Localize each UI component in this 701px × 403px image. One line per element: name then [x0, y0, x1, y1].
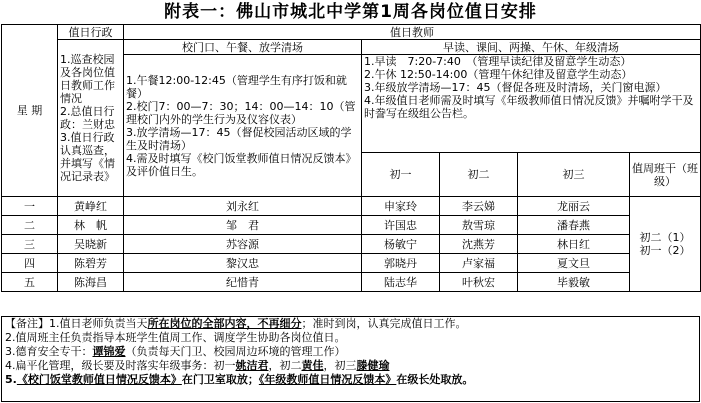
admin-name: 吴晓新 — [58, 235, 124, 254]
table-row — [2, 273, 701, 292]
note-4-text: 4.扁平化管理，级长要及时落实年级事务：初一 — [5, 359, 236, 372]
gate-teacher: 纪惜青 — [124, 273, 362, 292]
note-3-text: 3.德育安全专干： — [5, 345, 93, 358]
grade1-teacher: 许国忠 — [362, 216, 440, 235]
admin-header: 值日行政 — [58, 25, 124, 40]
duty-table — [1, 24, 701, 292]
note-1-tail: ；准时到岗，认真完成值日工作。 — [301, 317, 467, 330]
day-label: 四 — [2, 254, 58, 273]
grade1-teacher: 杨敏宁 — [362, 235, 440, 254]
gate-duty-2: 2.校门7：00—7：30；14：00—14：10（管理校门内外的学生行为及仪容仪表） — [126, 99, 356, 126]
early-duty-4: 4.年级值日老师需及时填写《年级教师值日情况反馈》并嘱咐学干及时誊写在级组公告栏。 — [364, 94, 694, 120]
table-row — [2, 216, 701, 235]
admin-duties-cell — [58, 40, 124, 197]
grade2-teacher: 敖雪琼 — [440, 216, 518, 235]
early-section-header: 早读、课间、两操、午休、年级清场 — [362, 40, 701, 55]
grade3-teacher: 夏文旦 — [518, 254, 630, 273]
gate-duty-1: 1.午餐12:00-12:45（管理学生有序打饭和就餐） — [126, 73, 347, 100]
grade1-teacher: 陆志华 — [362, 273, 440, 292]
gate-log-book: 《校门饭堂教师值日情况反馈本》 — [16, 373, 182, 386]
gate-duty-4: 4.需及时填写《校门饭堂教师值日情况反馈本》及评价值日生。 — [126, 151, 357, 178]
grade1-leader: 姚洁君 — [235, 359, 269, 372]
note-5-place1: 在门卫室取放； — [181, 373, 259, 386]
early-duty-2: 2.午休 12:50-14:00（管理午休纪律及留意学生动态） — [364, 68, 633, 81]
admin-name: 林 帆 — [58, 216, 124, 235]
grade3-header: 初三 — [518, 153, 630, 197]
note-1-text: 【备注】1.值日老师负责当天 — [5, 317, 148, 330]
grade-log-book: 《年级教师值日情况反馈本》 — [258, 373, 397, 386]
grade2-teacher: 卢家福 — [440, 254, 518, 273]
safety-officer-name: 谭锦爱 — [92, 345, 126, 358]
note-3-tail: （负责每天门卫、校园周边环境的管理工作） — [125, 345, 346, 358]
table-row — [2, 197, 701, 216]
note-3 — [2, 345, 699, 359]
weekly-class-2: 初一（2） — [639, 244, 691, 257]
note-4 — [2, 359, 699, 373]
gate-teacher: 邹 君 — [124, 216, 362, 235]
teachers-header: 值日教师 — [124, 25, 701, 40]
grade3-teacher: 潘春燕 — [518, 216, 630, 235]
gate-teacher: 刘永红 — [124, 197, 362, 216]
gate-teacher: 黎汉忠 — [124, 254, 362, 273]
admin-duty-2: 2.总值日行政：兰财忠 — [60, 105, 115, 131]
early-duties-cell — [362, 55, 701, 153]
grade3-leader: 滕健瑜 — [356, 359, 390, 372]
day-label: 一 — [2, 197, 58, 216]
note-1 — [2, 317, 699, 331]
admin-duty-1: 1.巡查校园及各岗位值日教师工作情况 — [60, 53, 115, 105]
note-4-sep2: ，初三 — [323, 359, 357, 372]
table-row — [2, 235, 701, 254]
note-5-place2: 在级长处取放。 — [396, 373, 474, 386]
weekly-class-cell — [630, 197, 701, 292]
note-5 — [2, 373, 699, 387]
day-label: 二 — [2, 216, 58, 235]
weekly-class-header: 值周班干（班级） — [630, 153, 701, 197]
grade3-teacher: 毕毅敏 — [518, 273, 630, 292]
early-duty-3: 3.年级放学清场—17：45（督促各班及时清场，关门窗电源） — [364, 81, 667, 94]
gate-duties-cell — [124, 55, 362, 197]
grade2-header: 初二 — [440, 153, 518, 197]
grade3-teacher: 龙丽云 — [518, 197, 630, 216]
admin-name: 陈海昌 — [58, 273, 124, 292]
notes-box — [1, 316, 700, 402]
gate-teacher: 苏容源 — [124, 235, 362, 254]
grade1-header: 初一 — [362, 153, 440, 197]
note-1-emphasis: 所在岗位的全部内容，不再细分 — [147, 317, 302, 330]
weekday-header: 星 期 — [2, 25, 58, 197]
admin-name: 黄峥红 — [58, 197, 124, 216]
grade2-leader: 黄佳 — [301, 359, 324, 372]
grade1-teacher: 郭晓丹 — [362, 254, 440, 273]
grade3-teacher: 林日红 — [518, 235, 630, 254]
gate-duty-3: 3.放学清场—17：45（督促校园活动区域的学生及时清场） — [126, 125, 352, 152]
gate-section-header: 校门口、午餐、放学清场 — [124, 40, 362, 55]
note-5-num: 5. — [5, 373, 17, 386]
note-2: 2.值周班主任负责指导本班学生值周工作、调度学生协助各岗位值日。 — [5, 331, 346, 344]
day-label: 五 — [2, 273, 58, 292]
weekly-class-1: 初二（1） — [639, 231, 691, 244]
table-row — [2, 254, 701, 273]
grade2-teacher: 沈燕芳 — [440, 235, 518, 254]
grade2-teacher: 李云娣 — [440, 197, 518, 216]
admin-name: 陈碧芳 — [58, 254, 124, 273]
page-title: 附表一：佛山市城北中学第1周各岗位值日安排 — [164, 2, 537, 22]
note-4-sep1: ，初二 — [268, 359, 302, 372]
grade1-teacher: 申家玲 — [362, 197, 440, 216]
early-duty-1: 1.早读 7:20-7:40 （管理早读纪律及留意学生动态） — [364, 55, 632, 68]
grade2-teacher: 叶秋宏 — [440, 273, 518, 292]
admin-duty-3: 3.值日行政认真巡查，并填写《情况记录表》 — [60, 131, 115, 183]
day-label: 三 — [2, 235, 58, 254]
